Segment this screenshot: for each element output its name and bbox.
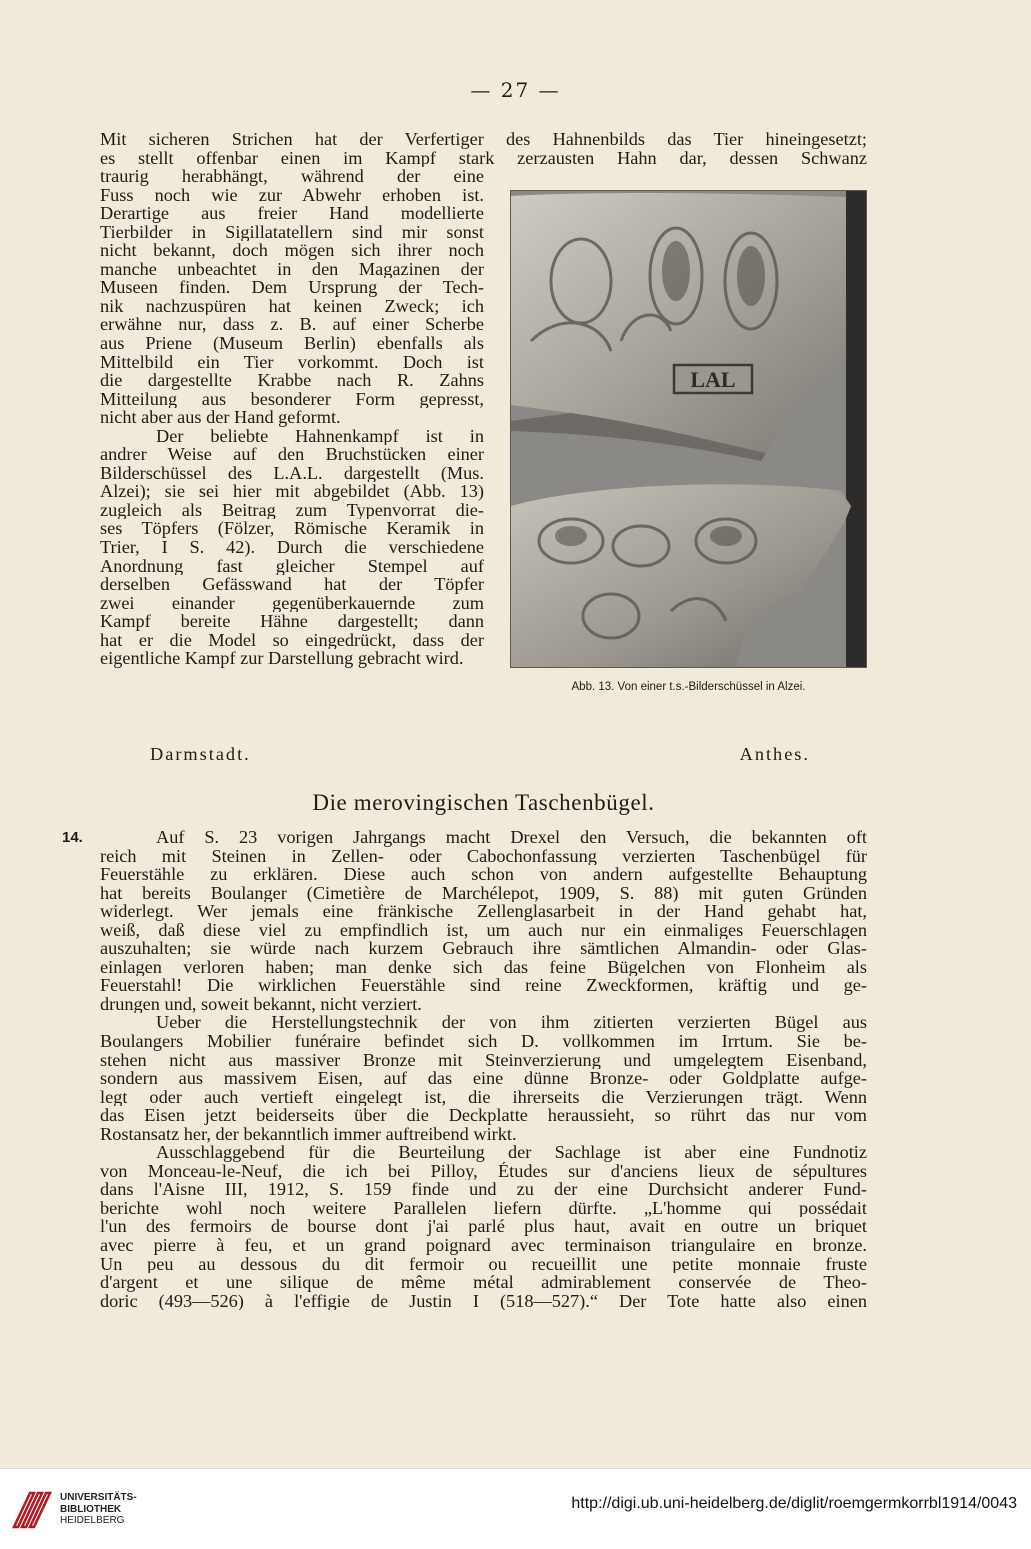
text-line: nicht bekannt, doch mögen sich ihrer noch — [100, 241, 484, 260]
text-line: weiß, daß diese viel zu empfindlich ist, um auch nur ein einmaliges Feuerschlagen — [100, 920, 867, 940]
text-line: traurig herabhängt, während der eine — [100, 167, 484, 186]
text-line: erwähne nur, dass z. B. auf einer Scherbe — [100, 315, 484, 335]
text-line: aus Priene (Museum Berlin) ebenfalls als — [100, 334, 484, 353]
section-number: 14. — [62, 829, 83, 846]
text-line: sondern aus massivem Eisen, auf das eine dünne Bronze- oder Goldplatte aufge- — [100, 1069, 867, 1088]
text-line: einlagen verloren haben; man denke sich das feine Bügelchen von Flonheim als — [100, 957, 867, 977]
text-line: Museen finden. Dem Ursprung der Tech- — [100, 278, 484, 297]
text-line: hat er die Model so eingedrückt, dass der — [100, 630, 484, 650]
text-line: die dargestellte Krabbe nach R. Zahns — [100, 371, 484, 390]
bowl-fragments-photo — [511, 191, 867, 668]
text-line: Derartige aus freier Hand modellierte — [100, 204, 484, 223]
text-line: avec pierre à feu, et un grand poignard avec terminaison triangulaire en bronze. — [100, 1236, 867, 1255]
text-line: Ueber die Herstellungstechnik der von ihm zitierten verzierten Bügel aus — [156, 1013, 867, 1033]
library-name-line1: UNIVERSITÄTS- — [60, 1492, 137, 1503]
text-line: Mitteilung aus besonderer Form gepresst, — [100, 389, 484, 409]
text-line: widerlegt. Wer jemals eine fränkische Zellenglasarbeit in der Hand gehabt hat, — [100, 902, 867, 921]
text-line: Tierbilder in Sigillatatellern sind mir sonst — [100, 222, 484, 242]
figure-caption: Abb. 13. Von einer t.s.-Bilderschüssel in Alzei. — [571, 681, 806, 693]
text-line: von Monceau-le-Neuf, die ich bei Pilloy, Études sur d'anciens lieux de sépultures — [100, 1161, 867, 1181]
text-line: stehen nicht aus massiver Bronze mit Steinverzierung und umgelegtem Eisenband, — [100, 1050, 867, 1070]
text-line: Mit sicheren Strichen hat der Verfertiger des Hahnenbilds das Tier hineingesetzt; — [100, 130, 867, 149]
text-line: d'argent et une silique de même métal admirablement conservée de Theo- — [100, 1273, 867, 1292]
text-line: Der beliebte Hahnenkampf ist in — [156, 426, 484, 446]
text-line: auszuhalten; sie würde nach kurzem Gebrauch ihre sämtlichen Almandin- oder Glas- — [100, 939, 867, 958]
text-line: das Eisen jetzt beiderseits über die Deckplatte heraussieht, so rührt das nur vom — [100, 1106, 867, 1125]
figure-abb-13 — [510, 190, 867, 668]
text-line: zwei einander gegenüberkauernde zum — [100, 593, 484, 613]
text-line: nicht aber aus der Hand geformt. — [100, 408, 341, 427]
text-line: Rostansatz her, der bekanntlich immer auftreibend wirkt. — [100, 1124, 517, 1144]
text-line: Kampf bereite Hähne dargestellt; dann — [100, 612, 484, 631]
text-line: Alzei); sie sei hier mit abgebildet (Abb. 13) — [100, 482, 484, 501]
potter-stamp-text: LAL — [690, 367, 736, 392]
page-number: — 27 — — [470, 78, 561, 102]
text-line: Boulangers Mobilier funéraire befindet sich D. vollkommen im Irrtum. Sie be- — [100, 1032, 867, 1051]
text-line: derselben Gefässwand hat der Töpfer — [100, 575, 484, 594]
library-name-line2: BIBLIOTHEK — [60, 1503, 122, 1515]
text-line: eigentliche Kampf zur Darstellung gebracht wird. — [100, 649, 464, 668]
text-line: dans l'Aisne III, 1912, S. 159 finde und zu der eine Durchsicht anderer Fund- — [100, 1180, 867, 1199]
section-title: Die merovingischen Taschenbügel. — [312, 790, 655, 815]
text-line: Auf S. 23 vorigen Jahrgangs macht Drexel den Versuch, die bekannten oft — [156, 828, 867, 847]
university-library-logo-icon[interactable] — [10, 1489, 52, 1531]
text-line: Fuss noch wie zur Abwehr erhoben ist. — [100, 185, 484, 205]
text-line: Feuerstähle zu erklären. Diese auch schon von andern aufgestellte Behauptung — [100, 865, 867, 884]
text-line: reich mit Steinen in Zellen- oder Cabochonfassung verzierten Taschenbügel für — [100, 846, 867, 866]
library-name-line3: HEIDELBERG — [60, 1515, 125, 1526]
text-line: Un peu au dessous du dit fermoir ou recueillit une petite monnaie fruste — [100, 1254, 867, 1274]
signoff — [150, 744, 810, 765]
text-line: manche unbeachtet in den Magazinen der — [100, 259, 484, 279]
text-line: legt oder auch vertieft eingelegt ist, die ihrerseits die Verzierungen trägt. Wenn — [100, 1087, 867, 1107]
text-line: l'un des fermoirs de bourse dont j'ai parlé plus haut, avait en outre un briquet — [100, 1217, 867, 1237]
text-line: es stellt offenbar einen im Kampf stark zerzausten Hahn dar, dessen Schwanz — [100, 148, 867, 168]
text-line: Anordnung fast gleicher Stempel auf — [100, 556, 484, 576]
signoff-place: Darmstadt. — [150, 744, 251, 764]
text-line: Trier, I S. 42). Durch die verschiedene — [100, 538, 484, 557]
text-line: nik nachzuspüren hat keinen Zweck; ich — [100, 296, 484, 316]
text-line: drungen und, soweit bekannt, nicht verziert. — [100, 994, 422, 1014]
text-line: Bilderschüssel des L.A.L. dargestellt (Mus. — [100, 463, 484, 483]
viewer-footer — [0, 1468, 1031, 1549]
text-line: andrer Weise auf den Bruchstücken einer — [100, 445, 484, 464]
text-line: doric (493—526) à l'effigie de Justin I (518—527).“ Der Tote hatte also einen — [100, 1291, 867, 1311]
text-line: Ausschlaggebend für die Beurteilung der Sachlage ist aber eine Fundnotiz — [156, 1143, 867, 1162]
text-line: berichte wohl noch weitere Parallelen liefern dürfte. „L'homme qui possédait — [100, 1198, 867, 1218]
text-line: Feuerstahl! Die wirklichen Feuerstähle sind reine Zweckformen, kräftig und ge- — [100, 976, 867, 995]
article-text-taschenbuegel — [100, 828, 867, 1310]
text-line: ses Töpfers (Fölzer, Römische Keramik in — [100, 519, 484, 539]
text-line: zugleich als Beitrag zum Typenvorrat die- — [100, 500, 484, 520]
permalink-url[interactable]: http://digi.ub.uni-heidelberg.de/diglit/roemgermkorrbl1914/0043 — [571, 1495, 1017, 1512]
library-name[interactable] — [60, 1492, 137, 1527]
text-line: hat bereits Boulanger (Cimetière de Marchélepot, 1909, S. 88) mit guten Gründen — [100, 883, 867, 903]
signoff-author: Anthes. — [739, 744, 810, 764]
text-line: Mittelbild ein Tier vorkommt. Doch ist — [100, 352, 484, 372]
